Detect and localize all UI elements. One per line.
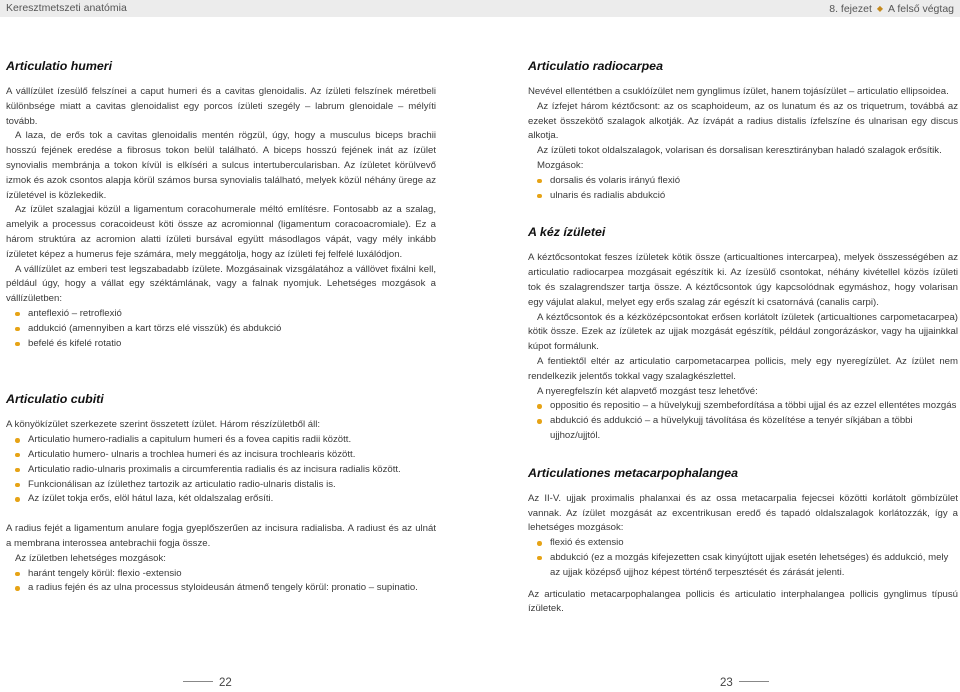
running-header <box>0 0 960 17</box>
page-number-left <box>183 676 232 690</box>
paragraph: A könyökízület szerkezete szerint összetett ízület. Három részízületből áll: <box>6 419 321 431</box>
paragraph: A nyeregfelszín két alapvető mozgást tesz lehetővé: <box>537 385 758 397</box>
diamond-icon: ◆ <box>876 4 884 13</box>
paragraph: Az II-V. ujjak proximalis phalanxai és az ossa metacarpalia fejecsei közötti korlátolt gömbízület vannak. Az ízület mozgását az excentrikusan eredő és tapadó oldalszalagok korlátozzák, így a lehetséges mozgások: <box>528 492 958 534</box>
chapter-info <box>829 0 954 18</box>
paragraph: A vállízület az emberi test legszabadabb ízülete. Mozgásainak vizsgálatához a vállövet fixálni kell, például úgy, hogy a vállat egy széktámlának, vagy a falnak nyomjuk. Lehetséges mozgások a vállízületben: <box>6 263 436 305</box>
list-item: addukció (amennyiben a kart törzs elé visszük) és abdukció <box>15 322 436 337</box>
paragraph: A radius fejét a ligamentum anulare fogja gyeplőszerűen az incisura radialisba. A radiust és az ulnát a membrana interossea antebrachii fogja össze. <box>6 523 436 549</box>
paragraph: A laza, de erős tok a cavitas glenoidalis mentén rögzül, úgy, hogy a musculus biceps brachii hosszú fejének eredése a fibrosus tokon belül található. A biceps hosszú fejének inát az ízület synovialis membránja a tokon kívül is elkíséri a sulcus intertubercularisban. Az ízületet körülvevő izmok és azok csontos alapja körül számos bursa synovialis található, melyek közül néhány ürege az ízületével is közlekedik. <box>6 130 436 201</box>
section-title-metacarpophalangea: Articulationes metacarpophalangea <box>528 465 739 480</box>
left-column <box>6 52 436 596</box>
list-item: abdukció (ez a mozgás kifejezetten csak kinyújtott ujjak esetén lehetséges) és addukció, mely az ujjak középső ujjhoz képest történő terpesztését és zárását jelenti. <box>537 551 958 581</box>
chapter-title: A felső végtag <box>888 3 954 15</box>
bullet-list <box>6 433 436 507</box>
paragraph: A vállízület ízesülő felszínei a caput humeri és a cavitas glenoidalis. Az ízületi felszínek méretbeli különbsége miatt a cavitas glenoidalist egy porcos ízületi szegély – labrum glenoidale – mélyíti tovább. <box>6 86 436 127</box>
page-number-right <box>720 676 769 690</box>
list-item: befelé és kifelé rotatio <box>15 337 436 352</box>
paragraph: Az ízület szalagjai közül a ligamentum coracohumerale méltó említésre. Fontosabb az a szalag, amelyik a processus coracoideust köti össze az acromionnal (ligamentum coracoacromiale). Ez a három struktúra az acromion alatti ízületi bursával együtt másodlagos vápát, vagy mély inkább ízületet képez a humerus feje számára, mely meggátolja, hogy az ízületi fej felfelé luxálódjon. <box>6 204 436 260</box>
list-item: Articulatio humero-radialis a capitulum humeri és a fovea capitis radii között. <box>15 433 436 448</box>
footer-rule <box>183 681 213 682</box>
list-item: dorsalis és volaris irányú flexió <box>537 174 958 189</box>
bullet-list <box>6 567 436 597</box>
chapter-label: 8. fejezet <box>829 3 872 15</box>
paragraph: Az ízületben lehetséges mozgások: <box>15 552 166 564</box>
footer-rule <box>739 681 769 682</box>
book-title: Keresztmetszeti anatómia <box>6 2 127 14</box>
bullet-list <box>528 536 958 580</box>
page-number: 22 <box>219 677 232 689</box>
paragraph: Nevével ellentétben a csuklóízület nem gynglimus ízület, hanem tojásízület – articulatio ellipsoidea. <box>528 86 949 97</box>
section-title-kez: A kéz ízületei <box>528 225 606 240</box>
bullet-list <box>6 307 436 351</box>
section-title-radiocarpea: Articulatio radiocarpea <box>528 59 663 73</box>
list-item: ulnaris és radialis abdukció <box>537 189 958 204</box>
section-title-cubiti: Articulatio cubiti <box>6 392 104 407</box>
paragraph: Az ízületi tokot oldalszalagok, volarisan és dorsalisan keresztirányban haladó szalagok erősítik. <box>537 145 942 157</box>
paragraph: A kéztőcsontok és a kézközépcsontokat erősen korlátolt ízületek (articualtiones carpometacarpea) kötik össze. Ezek az ízületek az ujjak mozgását egészítik, például zongorázáskor, vagy ha ujjainkkal kúpot formálunk. <box>528 311 958 353</box>
paragraph: Mozgások: <box>537 159 584 171</box>
paragraph: Az ízfejet három kéztőcsont: az os scaphoideum, az os lunatum és az os triquetrum, továbbá az ezeket összekötő szalagok alkotják. Az ízvápát a radius distalis ízfelszíne és ulnarisan egy discus alkotja. <box>528 100 958 142</box>
paragraph: A kéztőcsontokat feszes ízületek kötik össze (articualtiones intercarpea), melyek összességében az articulatio radiocarpea mozgásait egészítik ki. Az ízesülő csontokat, néhány kivétellel közös ízületi tok és szalagrendszer tartja össze. A kéztőcsontok úgy kapcsolódnak egymáshoz, hogy volarisan egy vájulat alakul, melyet egy erős szalag zár egészít ki csatornává (canalis carpi). <box>528 252 958 308</box>
page-number: 23 <box>720 677 733 689</box>
paragraph: A fentiektől eltér az articulatio carpometacarpea pollicis, mely egy nyeregízület. Az ízület nem rendelkezik jelentős tokkal vagy szalagkészlettel. <box>528 355 958 382</box>
list-item: oppositio és repositio – a hüvelykujj szembefordítása a többi ujjal és az ezzel ellentétes mozgás <box>537 399 958 414</box>
list-item: a radius fején és az ulna processus styloideusán átmenő tengely körül: pronatio – supinatio. <box>15 581 436 596</box>
list-item: haránt tengely körül: flexio -extensio <box>15 567 436 582</box>
bullet-list <box>528 174 958 204</box>
paragraph: Az articulatio metacarpophalangea pollicis és articulatio interphalangea pollicis gynglimus típusú ízületek. <box>528 588 958 615</box>
list-item: Articulatio radio-ulnaris proximalis a circumferentia radialis és az incisura radialis között. <box>15 463 436 478</box>
right-column <box>528 52 958 617</box>
list-item: Funkcionálisan az ízülethez tartozik az articulatio radio-ulnaris distalis is. <box>15 478 436 493</box>
list-item: anteflexió – retroflexió <box>15 307 436 322</box>
list-item: Articulatio humero- ulnaris a trochlea humeri és az incisura trochlearis között. <box>15 448 436 463</box>
list-item: Az ízület tokja erős, elöl hátul laza, két oldalszalag erősíti. <box>15 492 436 507</box>
bullet-list <box>528 399 958 443</box>
list-item: flexió és extensio <box>537 536 958 551</box>
list-item: abdukció és addukció – a hüvelykujj távolítása és közelítése a tenyér síkjában a többi ujjhoz/ujjtól. <box>537 414 958 444</box>
section-title-humeri: Articulatio humeri <box>6 59 113 73</box>
